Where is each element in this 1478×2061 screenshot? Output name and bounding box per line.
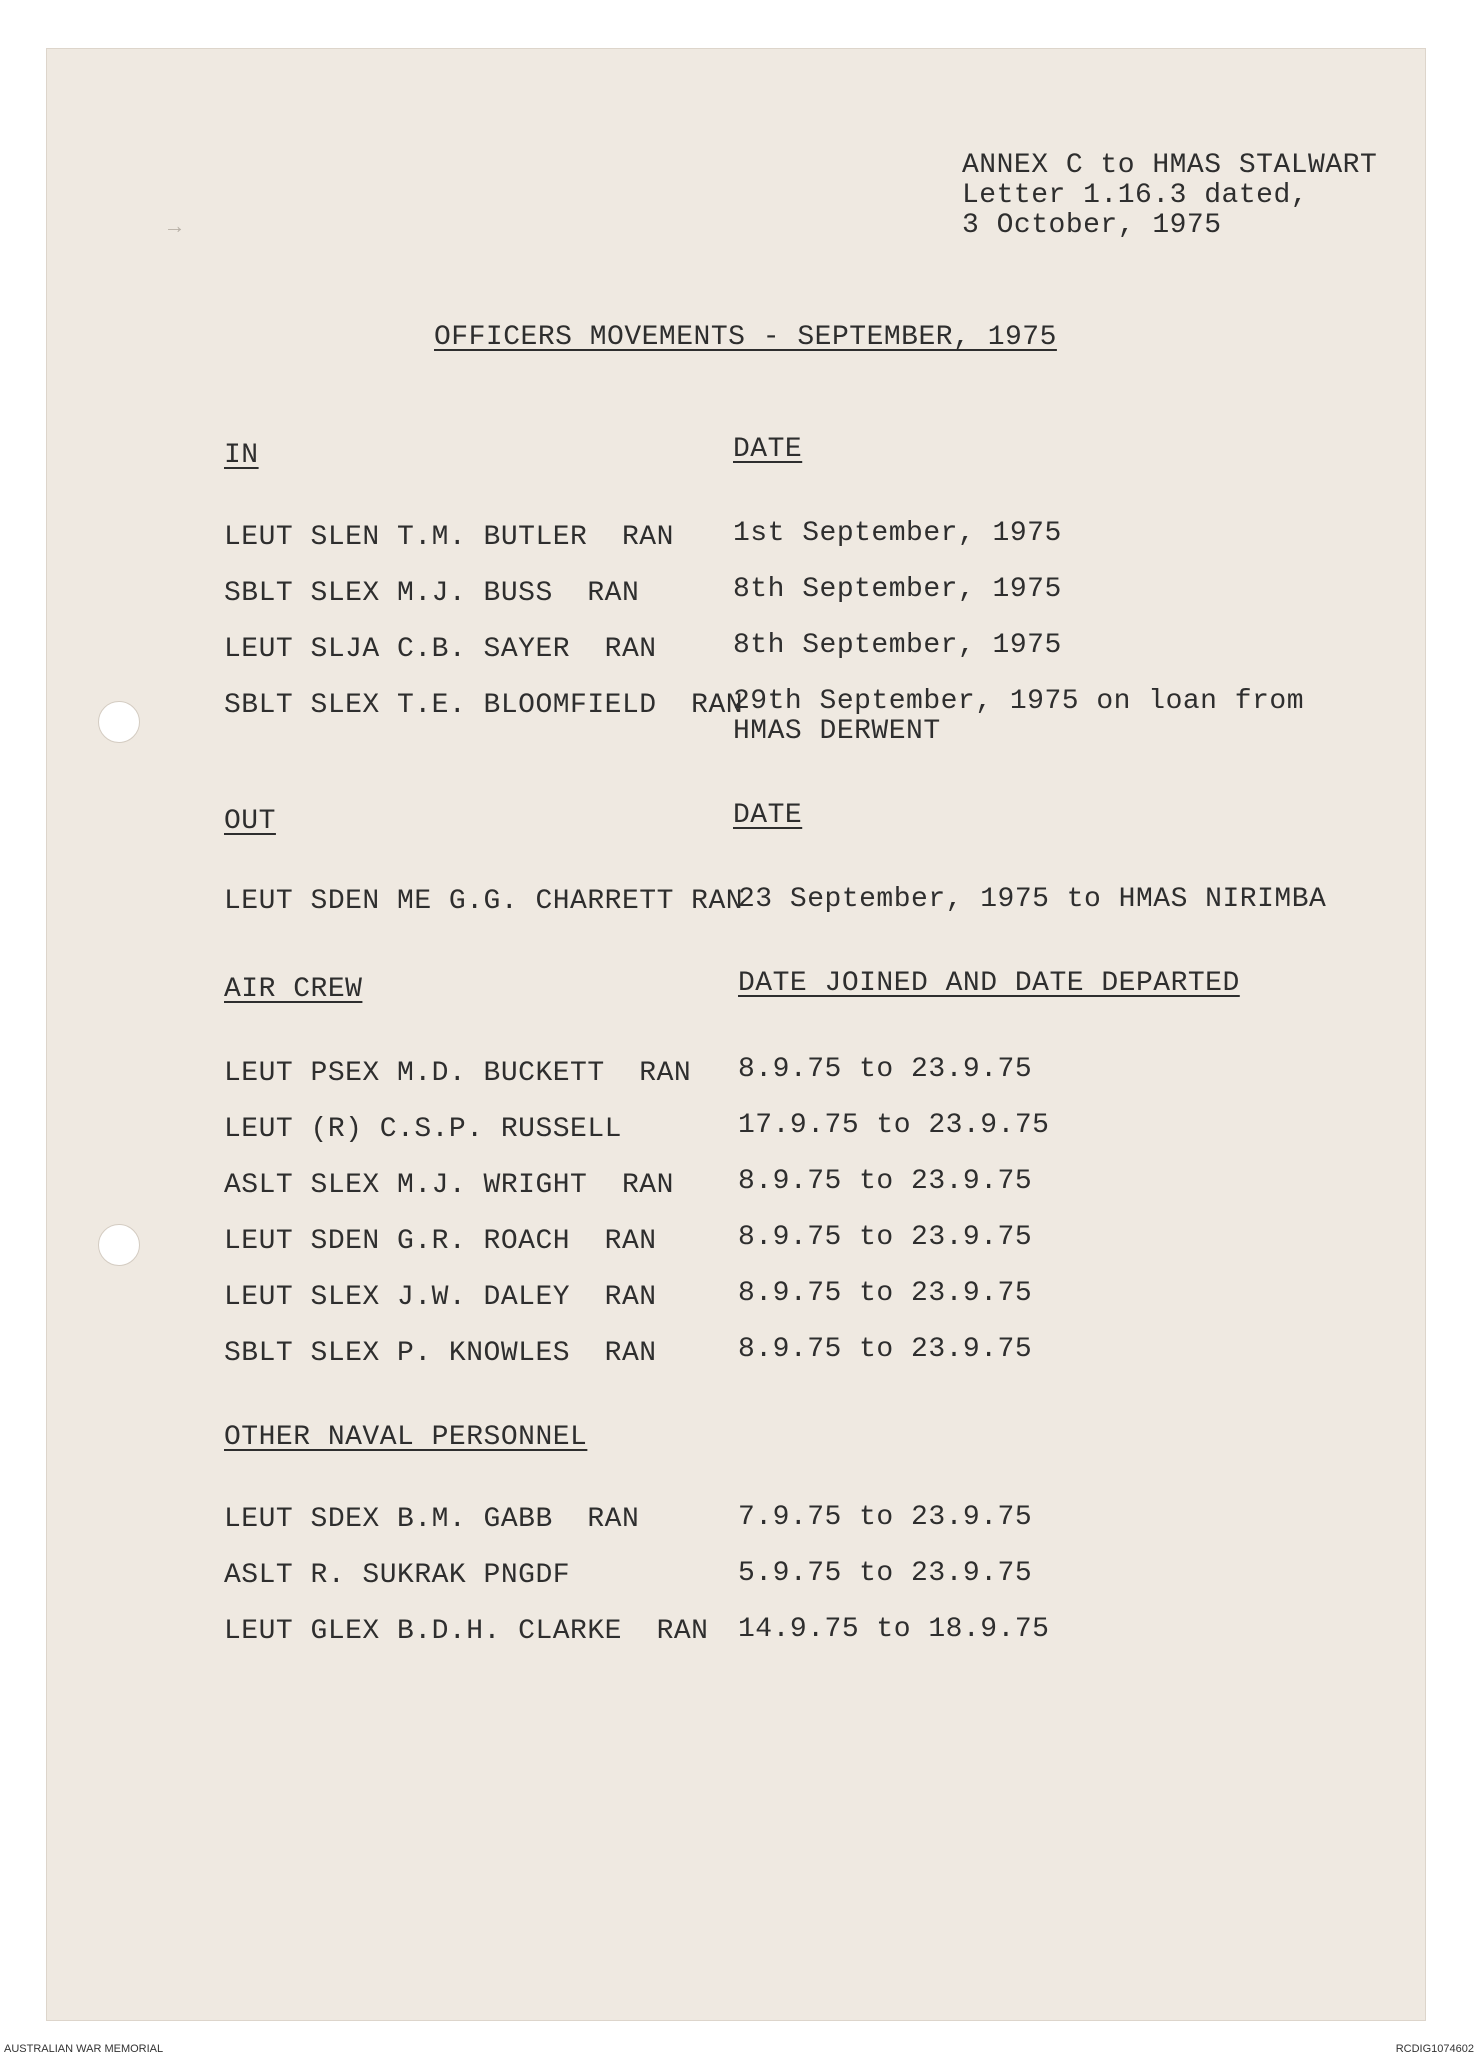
section-heading-air-crew: AIR CREW [224, 974, 363, 1005]
punch-hole-top [98, 701, 140, 743]
other-row-dates: 5.9.75 to 23.9.75 [738, 1558, 1033, 1589]
faint-pencil-mark: → [168, 215, 182, 240]
section-heading-other-naval-personnel: OTHER NAVAL PERSONNEL [224, 1422, 588, 1453]
punch-hole-bottom [98, 1224, 140, 1266]
date-heading-out: DATE [733, 800, 803, 831]
air-crew-row-dates: 8.9.75 to 23.9.75 [738, 1222, 1033, 1253]
annex-line-2: Letter 1.16.3 dated, [962, 180, 1309, 211]
in-row-name: LEUT SLEN T.M. BUTLER RAN [224, 522, 674, 553]
annex-line-3: 3 October, 1975 [962, 210, 1222, 241]
other-row-dates: 14.9.75 to 18.9.75 [738, 1614, 1050, 1645]
in-row-name: SBLT SLEX M.J. BUSS RAN [224, 578, 640, 609]
section-heading-in: IN [224, 440, 259, 471]
air-crew-row-name: ASLT SLEX M.J. WRIGHT RAN [224, 1170, 674, 1201]
other-row-name: ASLT R. SUKRAK PNGDF [224, 1560, 571, 1591]
air-crew-row-dates: 8.9.75 to 23.9.75 [738, 1166, 1033, 1197]
air-crew-row-name: LEUT SDEN G.R. ROACH RAN [224, 1226, 657, 1257]
other-row-name: LEUT SDEX B.M. GABB RAN [224, 1504, 640, 1535]
in-row-date: 1st September, 1975 [733, 518, 1062, 549]
air-crew-row-name: LEUT PSEX M.D. BUCKETT RAN [224, 1058, 692, 1089]
in-row-name: SBLT SLEX T.E. BLOOMFIELD RAN [224, 690, 744, 721]
other-row-dates: 7.9.75 to 23.9.75 [738, 1502, 1033, 1533]
out-row-name: LEUT SDEN ME G.G. CHARRETT RAN [224, 886, 744, 917]
annex-line-1: ANNEX C to HMAS STALWART [962, 150, 1378, 181]
other-row-name: LEUT GLEX B.D.H. CLARKE RAN [224, 1616, 709, 1647]
in-row-date-continued: HMAS DERWENT [733, 716, 941, 747]
air-crew-row-name: LEUT (R) C.S.P. RUSSELL [224, 1114, 622, 1145]
air-crew-row-name: LEUT SLEX J.W. DALEY RAN [224, 1282, 657, 1313]
page-title: OFFICERS MOVEMENTS - SEPTEMBER, 1975 [434, 322, 1057, 353]
in-row-date: 8th September, 1975 [733, 574, 1062, 605]
section-heading-out: OUT [224, 806, 276, 837]
in-row-date: 29th September, 1975 on loan from [733, 686, 1304, 717]
footer-id: RCDIG1074602 [1395, 2043, 1474, 2055]
out-row-date: 23 September, 1975 to HMAS NIRIMBA [738, 884, 1327, 915]
air-crew-row-dates: 8.9.75 to 23.9.75 [738, 1054, 1033, 1085]
air-crew-row-dates: 17.9.75 to 23.9.75 [738, 1110, 1050, 1141]
date-heading-in: DATE [733, 434, 803, 465]
in-row-date: 8th September, 1975 [733, 630, 1062, 661]
date-heading-air-crew: DATE JOINED AND DATE DEPARTED [738, 968, 1240, 999]
air-crew-row-name: SBLT SLEX P. KNOWLES RAN [224, 1338, 657, 1369]
air-crew-row-dates: 8.9.75 to 23.9.75 [738, 1334, 1033, 1365]
air-crew-row-dates: 8.9.75 to 23.9.75 [738, 1278, 1033, 1309]
footer-source: AUSTRALIAN WAR MEMORIAL [4, 2043, 164, 2055]
in-row-name: LEUT SLJA C.B. SAYER RAN [224, 634, 657, 665]
